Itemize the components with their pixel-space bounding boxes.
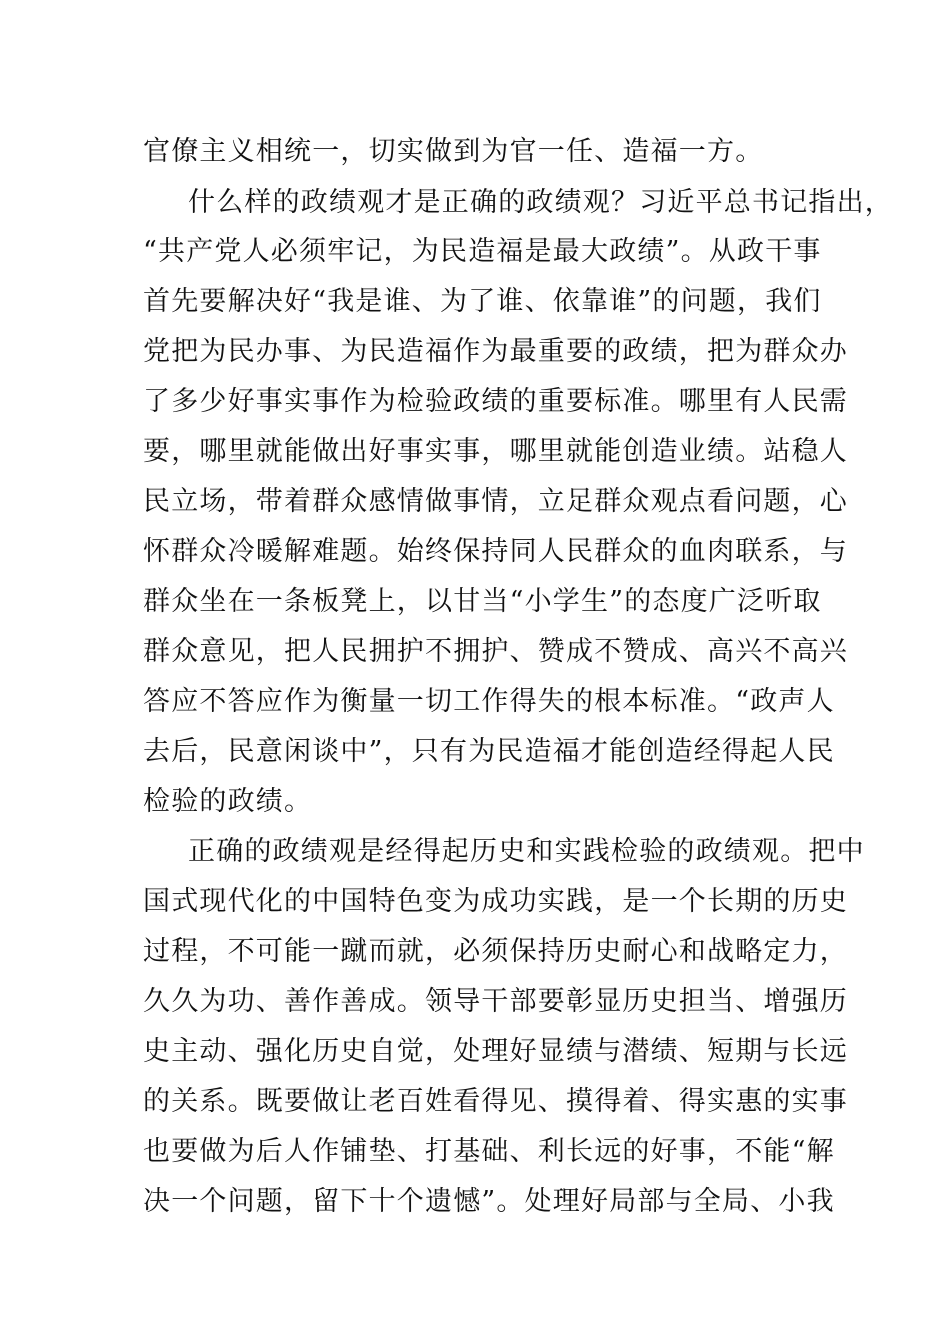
text-line: 党把为民办事、为民造福作为最重要的政绩，把为群众办 bbox=[143, 336, 848, 367]
text-line: 民立场，带着群众感情做事情，立足群众观点看问题，心 bbox=[143, 486, 848, 517]
text-line: 怀群众冷暖解难题。始终保持同人民群众的血肉联系，与 bbox=[143, 536, 848, 567]
text-line: 的关系。既要做让老百姓看得见、摸得着、得实惠的实事 bbox=[143, 1086, 848, 1117]
text-line: 官僚主义相统一，切实做到为官一任、造福一方。 bbox=[143, 136, 764, 167]
text-line: 去后，民意闲谈中”，只有为民造福才能创造经得起人民 bbox=[143, 736, 835, 767]
text-line: 要，哪里就能做出好事实事，哪里就能创造业绩。站稳人 bbox=[143, 436, 848, 467]
text-line: 首先要解决好“我是谁、为了谁、依靠谁”的问题，我们 bbox=[143, 286, 822, 317]
text-line: 也要做为后人作铺垫、打基础、利长远的好事，不能“解 bbox=[143, 1136, 835, 1167]
text-line: 了多少好事实事作为检验政绩的重要标准。哪里有人民需 bbox=[143, 386, 848, 417]
paragraph-first-line: 正确的政绩观是经得起历史和实践检验的政绩观。把中 bbox=[188, 836, 865, 867]
paragraph-first-line: 什么样的政绩观才是正确的政绩观？习近平总书记指出， bbox=[188, 187, 893, 218]
text-line: 史主动、强化历史自觉，处理好显绩与潜绩、短期与长远 bbox=[143, 1036, 848, 1067]
text-line: 过程，不可能一蹴而就，必须保持历史耐心和战略定力， bbox=[143, 936, 848, 967]
text-line: 群众坐在一条板凳上，以甘当“小学生”的态度广泛听取 bbox=[143, 586, 822, 617]
text-line: 决一个问题，留下十个遗憾”。处理好局部与全局、小我 bbox=[143, 1186, 835, 1217]
text-line: 久久为功、善作善成。领导干部要彰显历史担当、增强历 bbox=[143, 986, 848, 1017]
text-line: 答应不答应作为衡量一切工作得失的根本标准。“政声人 bbox=[143, 686, 835, 717]
text-line: “共产党人必须牢记，为民造福是最大政绩”。从政干事 bbox=[143, 236, 822, 267]
text-line: 检验的政绩。 bbox=[143, 786, 313, 817]
text-line: 群众意见，把人民拥护不拥护、赞成不赞成、高兴不高兴 bbox=[143, 636, 848, 667]
text-line: 国式现代化的中国特色变为成功实践，是一个长期的历史 bbox=[143, 886, 848, 917]
